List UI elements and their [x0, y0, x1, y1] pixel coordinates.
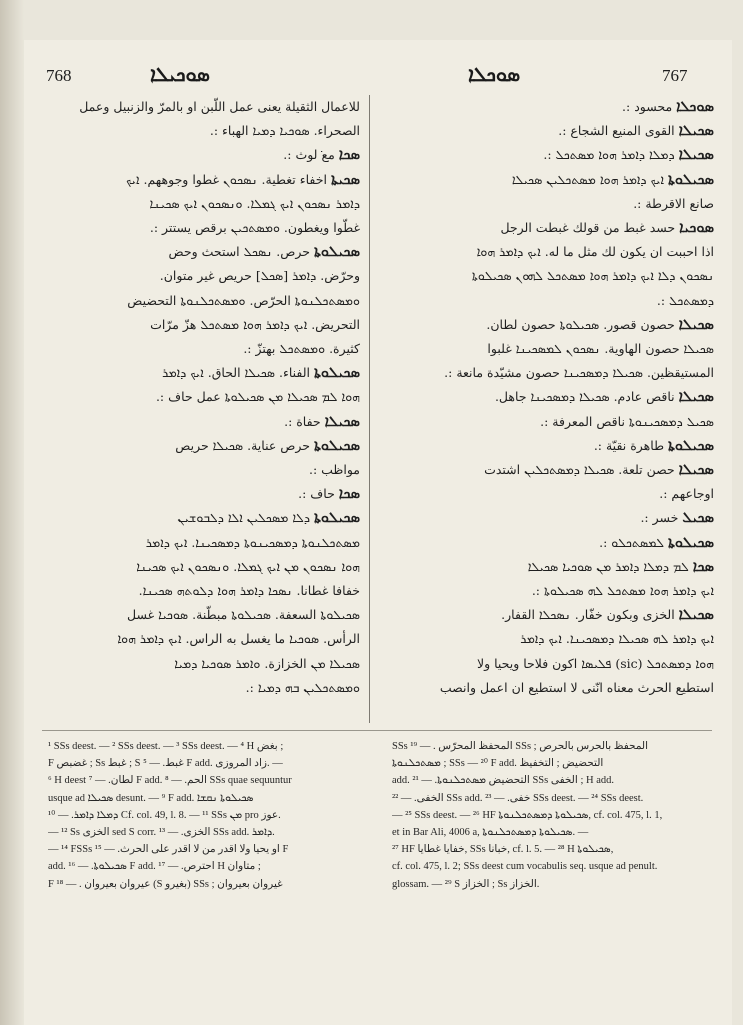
headword: ܣܟܝܠܘܬܐ [668, 170, 714, 188]
text-line [40, 240, 360, 264]
gloss-text: ܕܡܣܬܟܠ :. [656, 292, 714, 308]
gloss-text: الصحراء. ܣܘܟܝܐ ܕܡܝܐ الهباء :. [209, 123, 360, 139]
gloss-text: حاف :. [298, 486, 335, 502]
text-line [40, 168, 360, 192]
gloss-text: اذا احببت ان يكون لك مثل ما له. ܐܝܟ ܕܐܡܪ ܗܘܐ [476, 244, 714, 260]
footnote-line: الخفى. — ²² SSs add. خفى. — ²³ SSs deest. — ²⁴ SSs deest. [392, 792, 644, 804]
text-line [40, 95, 360, 119]
gloss-text: ܐܝܟ ܕܐܡܪ ܗܘܐ ܡܣܬܟܠܝܢ ܣܟܝܠܐ [511, 171, 665, 187]
footnote-line: F غضبص ; Ss غبط ; S غبط. — ⁵ F add. زاد المروزى. — [48, 758, 283, 770]
gloss-text: حرص عناية. ܣܟܝܠܐ حريص [175, 437, 311, 453]
gloss-text: ܣܟܝܠܐ حصون الهاوية. ܢܣܟܘܢ ܠܡܣܟܝܢܐ غلبوا [487, 341, 714, 357]
headword: ܣܟܐ [692, 557, 714, 575]
gloss-text: صانع الاقرطة :. [633, 195, 714, 211]
footnote-line: ²⁷ HF خفايا غطايا, SSs خبانا, cf. l. 5. — ²⁸ H ܣܟܝܠܘܬܐ, [392, 844, 614, 856]
headword: ܣܟܝܠܘܬܐ [314, 509, 360, 527]
gloss-text: اخفاء تغطية. ܢܣܟܘܢ غطوا وجوههم. ܐܝܟ [126, 171, 327, 187]
footnote-line: ܡܣܬܟܠܢܘܬܐ ; SSs — ²⁰ F add. التحضيض ; التخفيظ [392, 758, 604, 770]
footnote-line: cf. col. 475, l. 2; SSs deest cum vocabulis seq. usque ad penult. [392, 861, 658, 873]
text-line [40, 676, 360, 700]
headword: ܣܟܝܠܐ [678, 606, 714, 624]
footnote-separator [42, 730, 712, 731]
footnote-line: SSs ¹⁹ — . المحفظ المحرّس SSs ; المحفظ بالحرس بالحرص [392, 741, 649, 752]
right-page-number: 767 [662, 66, 688, 85]
gloss-text: خفافا غطانا. ܢܣܟܐ ܕܐܡܪ ܗܘܐ ܕܠܘܬܗ ܣܟܝܢܐ. [138, 583, 360, 599]
footnote-line: ¹ SSs deest. — ² SSs deest. — ³ SSs deest. — ⁴ H بغض ; [48, 741, 284, 752]
text-line [40, 434, 360, 458]
text-line [394, 264, 714, 288]
text-line [40, 627, 360, 651]
text-line [40, 531, 360, 555]
text-line [394, 192, 714, 216]
text-line [40, 506, 360, 530]
headword: ܣܟܐ [338, 146, 360, 164]
text-line [394, 555, 714, 579]
gloss-text: القوى المنيع الشجاع :. [558, 123, 675, 139]
gloss-text: ܐܝܟ ܕܐܡܪ ܠܗ ܣܟܝܠܐ ܕܡܣܟܝܢܐ. ܐܝܟ ܕܐܡܪ [520, 631, 714, 647]
left-column-text [40, 95, 360, 700]
gloss-text: مواظب :. [308, 462, 360, 478]
gloss-text: ܠܡܣܬܟܠܘ :. [599, 534, 665, 550]
gloss-text: ܗܘܐ ܕܡܣܬܟܠ (sic) ܦܠܝܣܐ اكون فلاحا ويحيا ولا [476, 655, 714, 671]
headword: ܣܘܟܝܐ [679, 219, 714, 237]
text-line [394, 627, 714, 651]
gloss-text: حرص. ܢܣܟܠ استحث وحض [168, 244, 311, 260]
headword: ܣܟܝܠܐ [678, 388, 714, 406]
footnote-line: glossam. — ²⁹ S الخزاز ; Ss الخزاز. [392, 878, 540, 890]
text-line [394, 240, 714, 264]
footnote-line: F ¹⁸ — . عيروان بعيروان (S بغيرو) SSs ; غيروان بعيروان [48, 878, 283, 890]
left-footnotes [48, 738, 370, 893]
text-line [40, 458, 360, 482]
text-line [394, 216, 714, 240]
gloss-text: التحريض. ܐܝܟ ܕܐܡܪ ܗܘܐ ܡܣܬܟܠ هزّ مرّات [150, 316, 360, 332]
text-line [40, 264, 360, 288]
gloss-text: طاهرة نقيّة :. [593, 437, 665, 453]
gloss-text: ܕܐܡܪ ܢܣܟܘܢ ܐܝܟ ܓܡܠܐ. ܘܢܣܟܘܢ ܐܝܟ ܣܟܝܢܐ [149, 195, 360, 211]
gloss-text: استطيع الحرث معناه انّنى لا استطيع ان اعمل وانصب [439, 679, 714, 695]
gloss-text: غطّوا ويغطون. ܘܡܣܬܟܝܢ برقص يستتر :. [149, 220, 360, 236]
text-line [40, 603, 360, 627]
text-line [394, 361, 714, 385]
column-divider [369, 95, 370, 723]
text-line [40, 555, 360, 579]
text-line [394, 313, 714, 337]
gloss-text: حصون قصور. ܣܟܝܠܘܬܐ حصون لطان. [486, 316, 675, 332]
gloss-text: الفناء. ܣܟܝܠܐ الحاق. ܐܝܟ ܕܐܡܪ [162, 365, 311, 381]
footnote-line: — ¹² Ss الخزى sed S corr. الخزى. — ¹³ SSs add. ܕܐܡܪ. [48, 827, 275, 839]
footnote-line: usque ad ܣܟܝܠܐ desunt. — ⁹ F add. ܣܟܝܠܘܬܐ ܢܩܫܐ [48, 792, 254, 804]
left-page-number: 768 [46, 66, 72, 85]
headword: ܣܟܝܠ [682, 509, 714, 527]
gloss-text: ܗܘܐ ܠܡ ܣܟܝܠܐ ܡܢ ܣܟܝܠܘܬܐ عمل حاف :. [155, 389, 360, 405]
text-line [394, 143, 714, 167]
footnote-line: — ²⁵ SSs deest. — ²⁶ HF ܣܟܝܠܘܬܐ ܕܡܣܬܟܠܢܘܬܐ, cf. col. 475, l. 1, [392, 809, 663, 821]
headword: ܣܟܝܠܐ [324, 412, 360, 430]
headword: ܣܟܝܠܘܬܐ [314, 243, 360, 261]
headword: ܣܟܝܠܐ [678, 146, 714, 164]
gloss-text: ܘܡܣܬܟܠܢܘܬܐ الحرّص. ܘܡܣܬܟܠܢܘܬܐ التحضيض [127, 292, 360, 308]
headword: ܣܟܝܠܐ [678, 461, 714, 479]
text-line [394, 385, 714, 409]
text-line [394, 337, 714, 361]
gloss-text: ܕܠܐ ܡܣܟܠܝܢ ܐܠܐ ܕܠܒܘܫܝܢ [177, 510, 311, 526]
gloss-text: ܡܣܬܟܠܢܘܬܐ ܕܡܣܟܝܢܘܬܐ ܕܡܣܟܝܢܐ. ܐܝܟ ܕܐܡܪ [145, 534, 360, 550]
gloss-text: ܢܣܟܘܢ ܕܠܐ ܐܝܟ ܕܐܡܪ ܗܘܐ ܡܣܬܟܠ ܠܗܘܢ ܣܟܝܠܘܬܐ [471, 268, 714, 284]
gloss-text: كثيرة. ܘܡܣܬܟܠ بهتزّ :. [243, 341, 360, 357]
text-line [394, 531, 714, 555]
gloss-text: حفاة :. [284, 413, 321, 429]
gloss-text: ܘܡܣܬܟܠܝܢ ܒܗ ܕܡܝܐ :. [245, 679, 360, 695]
text-line [40, 361, 360, 385]
text-line [40, 385, 360, 409]
gloss-text: مع ݁لوث :. [283, 147, 335, 163]
gloss-text: حصن تلعة. ܣܟܝܠܐ ܕܡܣܬܟܠܝܢ اشتدت [484, 462, 675, 478]
left-running-head: ܣܘܟܝܠܐ [150, 62, 210, 86]
text-line [394, 652, 714, 676]
text-line [40, 216, 360, 240]
text-line [40, 192, 360, 216]
footnote-line: et in Bar Ali, 4006 a, ܣܟܝܠܘܬܐ ܕܡܣܬܟܠܢܘܬܐ. — [392, 827, 589, 839]
gloss-text: خسر :. [640, 510, 679, 526]
text-line [394, 458, 714, 482]
right-running-head: ܣܘܟܠܐ [468, 62, 521, 86]
text-line [40, 482, 360, 506]
text-line [394, 506, 714, 530]
binding-shadow [0, 0, 24, 1025]
footnote-line: add. التحضيض ܡܣܬܟܠܢܘܬܐ. — ²¹ SSs الخفى ; H add. [392, 775, 614, 787]
text-line [40, 119, 360, 143]
text-line [394, 434, 714, 458]
headword: ܣܟܐ [338, 485, 360, 503]
text-line [394, 289, 714, 313]
gloss-text: حسد غبط من قولك غبطت الرجل [500, 220, 676, 236]
footnote-line: ܕܡܠܐ ܕܐܡܪ. — ¹⁰ Cf. col. 49, l. 8. — ¹¹ SSs ܡܢ pro عوز. [48, 809, 281, 821]
headword: ܣܟܝܠܘܬܐ [668, 436, 714, 454]
gloss-text: ܣܟܝܠܘܬܐ السعفة. ܣܟܝܠܘܬܐ مبطّنة. ܣܘܟܝܐ غسل [126, 607, 360, 623]
text-line [394, 168, 714, 192]
text-line [394, 482, 714, 506]
gloss-text: ܐܝܟ ܕܐܡܪ ܗܘܐ ܡܣܬܟܠ ܠܗ ܣܟܝܠܘܬܐ :. [531, 583, 714, 599]
text-line [394, 676, 714, 700]
text-line [394, 95, 714, 119]
text-line [394, 119, 714, 143]
text-line [40, 579, 360, 603]
text-line [40, 313, 360, 337]
gloss-text: للاعمال الثقيلة يعنى عمل اللّبن او بالمرّ والزنبيل وعمل [79, 99, 360, 114]
gloss-text: المستيقظين. ܣܟܝܠܐ ܕܡܣܟܝܢܐ حصون مشيّدة مانعة :. [444, 365, 714, 381]
gloss-text: ناقص عادم. ܣܟܝܠܐ ܕܡܣܟܝܢܐ جاهل. [494, 389, 675, 405]
text-line [394, 410, 714, 434]
gloss-text: ܣܟܝܠ ܕܡܣܟܝܢܘܬܐ ناقص المعرفة :. [540, 413, 714, 429]
gloss-text: ܣܟܝܠܐ ܡܢ الخزازة. ܘܐܡܪ ܣܘܟܝܐ ܕܡܝܐ [174, 655, 360, 671]
footnote-line: ⁶ H deest لطان. — ⁷ F add. الحم. — ⁸ SSs quae sequuntur [48, 775, 292, 787]
headword: ܣܟܝܠܐ [678, 122, 714, 140]
text-line [40, 289, 360, 313]
gloss-text: اوجاعهم :. [659, 486, 714, 502]
headword: ܣܟܝܠܘܬܐ [314, 436, 360, 454]
text-line [394, 603, 714, 627]
gloss-text: محسود :. [622, 99, 673, 114]
gloss-text: ܕܡܠܐ ܕܐܡܪ ܗܘܐ ܡܣܬܟܠ :. [543, 147, 675, 163]
gloss-text: ܗܘܐ ܢܣܟܘܢ ܡܢ ܐܝܟ ܓܡܠܐ. ܘܢܣܟܘܢ ܐܝܟ ܣܟܝܢܐ [136, 558, 360, 574]
headword: ܣܘܟܠܐ [676, 98, 714, 115]
gloss-text: الرأس. ܣܘܟܝܐ ما يغسل به الراس. ܐܝܟ ܕܐܡܪ ܗܘܐ [117, 631, 360, 647]
text-line [40, 410, 360, 434]
headword: ܣܟܝܠܐ [678, 315, 714, 333]
gloss-text: وحرّض. ܕܐܡܪ [ܣܟܠ] حريص غير متوان. [159, 268, 360, 284]
right-column-text [394, 95, 714, 700]
text-line [40, 652, 360, 676]
text-line [394, 579, 714, 603]
headword: ܣܟܝܠܘܬܐ [314, 364, 360, 382]
gloss-text: الخزى وبكون خفّار. ܢܣܟܠܐ القفار. [501, 607, 675, 623]
headword: ܣܟܝܠܘܬܐ [668, 533, 714, 551]
footnote-line: — ¹⁴ FSSs او يحيا ولا اقدر من لا اقدر على الحرث. — ¹⁵ F [48, 844, 289, 856]
gloss-text: ܠܡ ܕܡܠܐ ܕܐܡܪ ܡܢ ܣܘܟܝܐ ܣܟܝܠܐ [527, 558, 689, 574]
text-line [40, 143, 360, 167]
text-line [40, 337, 360, 361]
headword: ܣܟܝܬܐ [330, 170, 360, 188]
right-footnotes [392, 738, 714, 893]
footnote-line: add. ܣܟܝܠܘܬܐ. — ¹⁶ F add. احترص. — ¹⁷ H متاوان ; [48, 861, 261, 873]
